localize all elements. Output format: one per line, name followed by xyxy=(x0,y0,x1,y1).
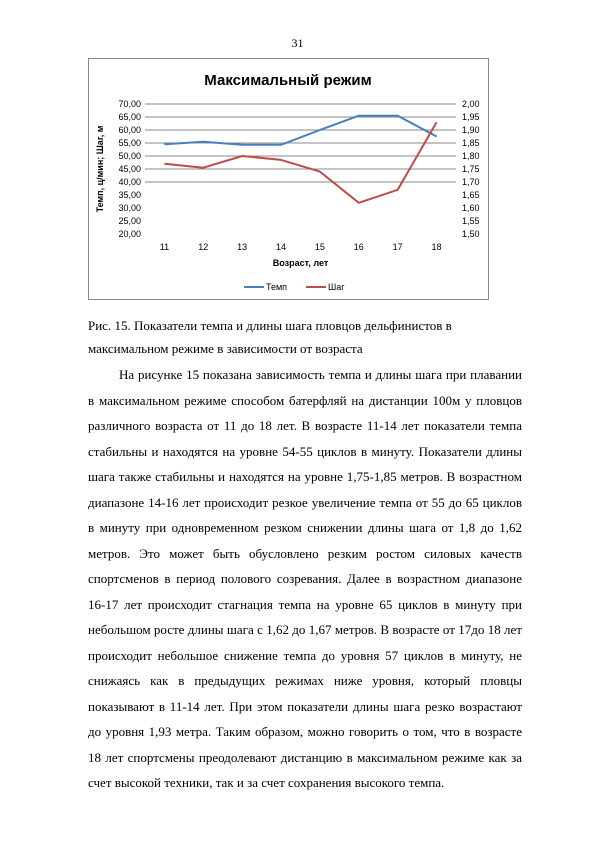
chart-legend xyxy=(244,282,345,292)
right-tick-label: 1,60 xyxy=(462,203,480,213)
left-tick-label: 70,00 xyxy=(118,99,141,109)
left-tick-label: 55,00 xyxy=(118,138,141,148)
left-tick-label: 40,00 xyxy=(118,177,141,187)
right-axis-ticks xyxy=(462,99,480,239)
right-tick-label: 1,80 xyxy=(462,151,480,161)
x-tick-label: 13 xyxy=(237,242,248,252)
x-tick-label: 18 xyxy=(431,242,442,252)
left-tick-label: 65,00 xyxy=(118,112,141,122)
chart-canvas xyxy=(89,59,488,299)
chart xyxy=(88,58,489,300)
series-lines xyxy=(164,116,436,203)
x-axis-ticks xyxy=(160,242,442,252)
page-number: 31 xyxy=(291,36,304,50)
x-tick-label: 14 xyxy=(276,242,287,252)
left-axis-ticks xyxy=(118,99,141,239)
x-tick-label: 11 xyxy=(159,242,170,252)
x-tick-label: 15 xyxy=(314,242,325,252)
left-tick-label: 25,00 xyxy=(118,216,141,226)
x-tick-label: 16 xyxy=(353,242,364,252)
figure-caption: Рис. 15. Показатели темпа и длины шага пловцов дельфинистов в максимальном режиме в зависимости от возраста xyxy=(88,318,452,356)
right-tick-label: 1,65 xyxy=(462,190,480,200)
right-tick-label: 1,85 xyxy=(462,138,480,148)
x-axis-label: Возраст, лет xyxy=(272,258,329,268)
right-tick-label: 1,75 xyxy=(462,164,480,174)
right-tick-label: 1,95 xyxy=(462,112,480,122)
x-tick-label: 12 xyxy=(198,242,209,252)
y-axis-label: Темп, ц/мин; Шаг, м xyxy=(95,125,105,213)
legend-label: Темп xyxy=(266,282,288,292)
left-tick-label: 35,00 xyxy=(118,190,141,200)
legend-label: Шаг xyxy=(328,282,345,292)
left-tick-label: 45,00 xyxy=(118,164,141,174)
chart-title: Максимальный режим xyxy=(204,72,372,89)
left-tick-label: 20,00 xyxy=(118,229,141,239)
x-tick-label: 17 xyxy=(392,242,403,252)
right-tick-label: 1,50 xyxy=(462,229,480,239)
right-tick-label: 2,00 xyxy=(462,99,480,109)
right-tick-label: 1,70 xyxy=(462,177,480,187)
right-tick-label: 1,90 xyxy=(462,125,480,135)
series-line-step xyxy=(164,122,436,203)
right-tick-label: 1,55 xyxy=(462,216,480,226)
left-tick-label: 30,00 xyxy=(118,203,141,213)
body-paragraph: На рисунке 15 показана зависимость темпа и длины шага при плавании в максимальном режиме способом батерфляй на дистанции 100м у пловцов различного возраста от 11 до 18 лет. В возрасте 11-14 лет показатели темпа стабильны и находятся на уровне 54-55 циклов в минуту. Показатели длины шага также стабильны и находятся на уровне 1,75-1,85 метров. В возрастном диапазоне 14-16 лет происходит резкое увеличение темпа от 55 до 65 циклов в минуту при одновременном резком снижении длины шага от 1,8 до 1,62 метров. Это может быть обусловлено резким ростом силовых качеств спортсменов в период полового созревания. Далее в возрастном диапазоне 16-17 лет происходит стагнация темпа на уровне 65 циклов в минуту при небольшом росте длины шага с 1,62 до 1,67 метров. В возрасте от 17до 18 лет происходит небольшое снижение темпа до уровня 57 циклов в минуту, не снижаясь как в предыдущих режимах ниже уровня, который пловцы показывают в 11-14 лет. При этом показатели длины шага резко возрастают до уровня 1,93 метра. Таким образом, можно говорить о том, что в возрасте 18 лет спортсмены преодолевают дистанцию в максимальном режиме как за счет высокой техники, так и за счет сохранения высокого темпа. xyxy=(88,367,522,790)
left-tick-label: 60,00 xyxy=(118,125,141,135)
left-tick-label: 50,00 xyxy=(118,151,141,161)
